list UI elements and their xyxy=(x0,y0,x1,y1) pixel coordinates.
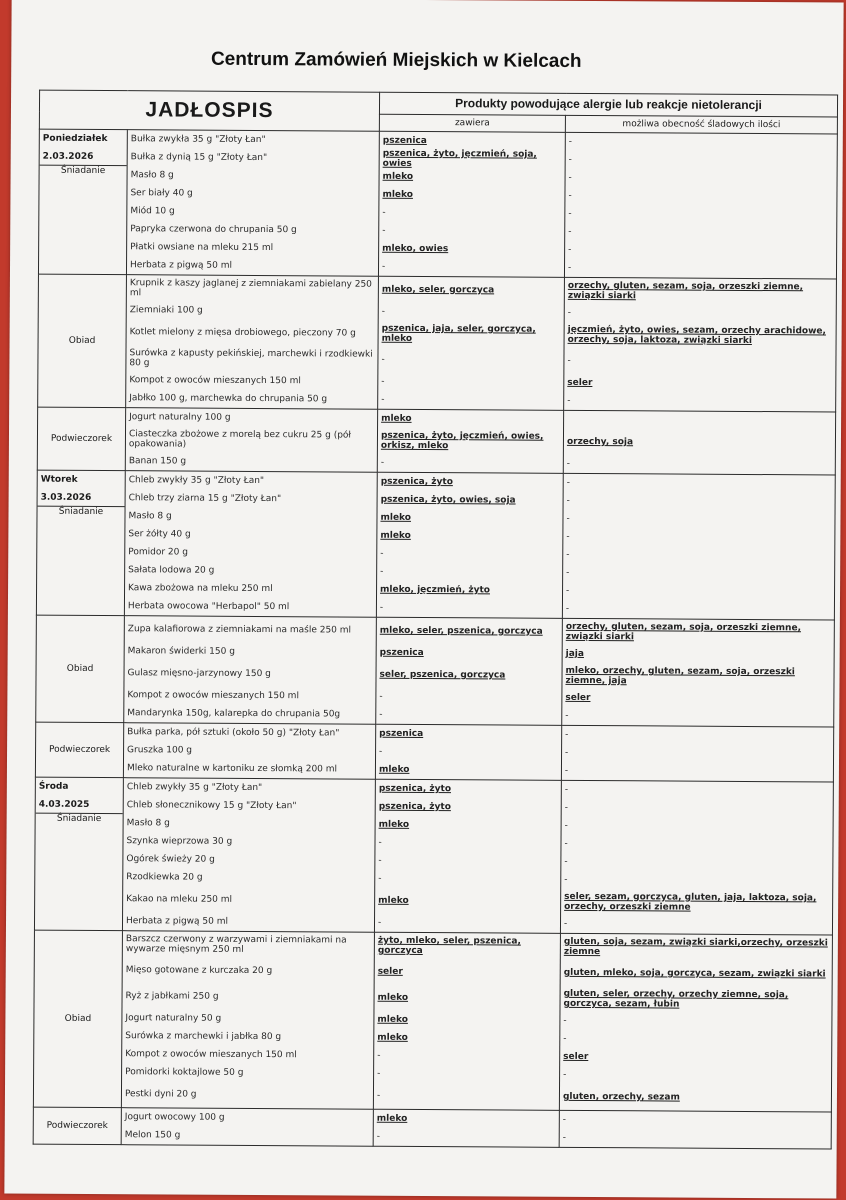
allergen-traces: - xyxy=(564,874,568,885)
menu-item: Jogurt naturalny 50 g xyxy=(125,1012,222,1024)
contains-column-header: zawiera xyxy=(379,114,565,132)
dinner-row xyxy=(33,930,832,1112)
traces-cell xyxy=(559,1110,831,1149)
allergen-traces: - xyxy=(563,1033,567,1044)
allergen-contains: pszenica, jaja, seler, gorczyca, mleko xyxy=(381,323,536,344)
menu-item: Masło 8 g xyxy=(128,510,172,522)
allergen-traces: - xyxy=(565,747,569,758)
contains-cell xyxy=(378,276,565,410)
menu-item: Jabłko 100 g, marchewka do chrupania 50 g xyxy=(129,392,328,405)
allergen-traces: - xyxy=(564,856,568,867)
menu-item: Barszcz czerwony z warzywami i ziemniakami na wywarze mięsnym 250 ml xyxy=(125,933,347,955)
allergen-contains: - xyxy=(381,306,386,317)
meal-label: Podwieczorek xyxy=(37,407,125,471)
menu-table xyxy=(33,90,838,1150)
document-title: Centrum Zamówień Miejskich w Kielcach xyxy=(210,48,582,72)
allergen-traces: seler, sezam, gorczyca, gluten, jaja, laktoza, soja, orzechy, orzeszki ziemne xyxy=(564,891,817,913)
allergen-traces: jaja xyxy=(565,648,585,659)
menu-item: Ogórek świeży 20 g xyxy=(126,853,215,865)
menu-item: Bułka z dynią 15 g "Złoty Łan" xyxy=(130,151,268,163)
contains-cell xyxy=(374,779,561,933)
menu-item: Miód 10 g xyxy=(130,205,175,217)
allergen-contains: - xyxy=(379,746,383,757)
snack-row xyxy=(37,407,835,475)
menu-item: Zupa kalafiorowa z ziemniakami na maśle 250 ml xyxy=(127,623,352,636)
menu-item: Papryka czerwona do chrupania 50 g xyxy=(130,223,297,235)
menu-item: Kakao na mleku 250 ml xyxy=(126,893,233,905)
allergen-traces: - xyxy=(568,172,572,183)
allergen-traces: - xyxy=(567,307,572,318)
allergen-contains: - xyxy=(382,225,386,236)
allergen-contains: - xyxy=(381,261,386,272)
menu-item: Kawa zbożowa na mleku 250 ml xyxy=(128,582,273,594)
allergen-contains: mleko, seler, gorczyca xyxy=(381,284,495,296)
menu-item: Ryż z jabłkami 250 g xyxy=(125,990,219,1002)
menu-item: Herbata owocowa "Herbapol" 50 ml xyxy=(127,600,290,612)
allergen-contains: mleko xyxy=(378,819,410,830)
allergen-traces: - xyxy=(567,262,572,273)
allergen-traces: - xyxy=(565,603,570,614)
contains-cell xyxy=(376,617,563,725)
menu-items-cell xyxy=(124,471,377,618)
allergen-traces: gluten, seler, orzechy, orzechy ziemne, soja, gorczyca, sezam, łubin xyxy=(563,988,789,1010)
snack-row xyxy=(35,722,833,782)
menu-item: Krupnik z kaszy jaglanej z ziemniakami zabielany 250 ml xyxy=(129,277,372,299)
contains-cell xyxy=(376,472,563,618)
menu-item: Masło 8 g xyxy=(130,169,174,181)
breakfast-row xyxy=(34,777,833,935)
allergen-contains: mleko xyxy=(382,171,414,182)
day-name: Poniedziałek xyxy=(42,133,108,145)
meal-label: Śniadanie xyxy=(60,165,106,177)
menu-item: Makaron świderki 150 g xyxy=(127,645,235,657)
traces-column-header: możliwa obecność śladowych ilości xyxy=(565,115,837,134)
allergen-traces: - xyxy=(562,1132,566,1143)
contains-cell xyxy=(378,131,565,277)
menu-item: Chleb zwykły 35 g "Złoty Łan" xyxy=(128,474,265,486)
menu-item: Banan 150 g xyxy=(128,455,187,467)
menu-item: Ser żółty 40 g xyxy=(128,528,191,540)
allergen-contains: pszenica, żyto xyxy=(378,801,451,813)
allergen-traces: - xyxy=(564,765,569,776)
allergen-traces: orzechy, gluten, sezam, soja, orzeszki ziemne, związki siarki xyxy=(567,280,804,302)
meal-label: Śniadanie xyxy=(56,813,102,825)
menu-item: Jogurt naturalny 100 g xyxy=(129,411,231,423)
traces-cell xyxy=(561,725,833,782)
allergen-contains: pszenica, żyto, jęczmień, soja, owies xyxy=(382,148,537,169)
menu-item: Chleb zwykły 35 g "Złoty Łan" xyxy=(126,781,263,793)
day-breakfast-cell xyxy=(36,470,125,616)
allergen-traces: - xyxy=(568,190,572,201)
meal-label: Obiad xyxy=(36,615,125,723)
menu-item: Surówka z marchewki i jabłka 80 g xyxy=(125,1030,282,1042)
allergen-contains: pszenica, żyto, owies, soja xyxy=(380,494,516,506)
allergen-traces: - xyxy=(565,729,569,740)
menu-item: Ciasteczka zbożowe z morelą bez cukru 25 g (pół opakowania) xyxy=(128,428,352,450)
menu-items-cell xyxy=(124,616,377,725)
menu-title: JADŁOSPIS xyxy=(39,90,379,131)
allergen-traces: - xyxy=(568,226,572,237)
menu-item: Herbata z pigwą 50 ml xyxy=(129,259,233,271)
menu-item: Kompot z owoców mieszanych 150 ml xyxy=(127,689,299,701)
allergen-contains: mleko xyxy=(382,189,413,200)
menu-item: Herbata z pigwą 50 ml xyxy=(125,915,229,927)
menu-item: Ser biały 40 g xyxy=(130,187,193,199)
allergen-contains: mleko, seler, pszenica, gorczyca xyxy=(379,625,543,637)
allergen-traces: - xyxy=(563,1015,567,1026)
menu-item: Pomidorki koktajlowe 50 g xyxy=(125,1066,244,1078)
meal-label: Podwieczorek xyxy=(33,1107,121,1145)
contains-cell xyxy=(375,724,561,780)
allergen-contains: - xyxy=(381,394,385,405)
allergen-contains: - xyxy=(376,1090,381,1101)
allergen-contains: mleko xyxy=(377,1032,408,1043)
allergen-traces: - xyxy=(568,244,572,255)
allergen-contains: seler, pszenica, gorczyca xyxy=(379,669,506,681)
day-name: Środa xyxy=(38,781,69,792)
allergen-contains: mleko, jęczmień, żyto xyxy=(380,584,491,596)
meal-label: Podwieczorek xyxy=(35,722,123,778)
allergen-contains: pszenica, żyto xyxy=(378,783,452,795)
allergen-contains: mleko xyxy=(378,895,409,906)
allergen-traces: - xyxy=(566,458,571,469)
dinner-row xyxy=(38,274,837,412)
allergen-contains: - xyxy=(377,1068,381,1079)
menu-item: Bułka zwykła 35 g "Złoty Łan" xyxy=(130,133,266,145)
menu-item: Masło 8 g xyxy=(126,817,170,829)
menu-items-cell xyxy=(121,1108,373,1147)
day-date: 4.03.2025 xyxy=(38,799,90,810)
allergen-traces: - xyxy=(568,136,573,147)
traces-cell xyxy=(564,277,837,412)
allergen-contains: - xyxy=(378,855,382,866)
traces-cell xyxy=(560,780,833,935)
traces-cell xyxy=(562,473,835,620)
table-header-row xyxy=(39,90,837,117)
breakfast-row xyxy=(36,470,835,620)
allergen-contains: pszenica xyxy=(382,135,427,147)
traces-cell xyxy=(564,132,837,279)
menu-item: Bułka parka, pół sztuki (około 50 g) "Złoty Łan" xyxy=(127,726,340,739)
menu-item: Kotlet mielony z mięsa drobiowego, pieczony 70 g xyxy=(129,326,356,339)
allergen-traces xyxy=(567,411,832,431)
allergen-contains: - xyxy=(376,1131,380,1142)
allergen-contains: - xyxy=(379,691,383,702)
menu-items-cell xyxy=(126,275,379,410)
menu-item: Mięso gotowane z kurczaka 20 g xyxy=(125,964,273,976)
allergen-contains: - xyxy=(380,548,384,559)
menu-item: Melon 150 g xyxy=(124,1129,181,1141)
menu-item: Szynka wieprzowa 30 g xyxy=(126,835,233,847)
dinner-row xyxy=(36,615,835,727)
menu-item: Jogurt owocowy 100 g xyxy=(124,1111,225,1123)
allergen-contains: pszenica xyxy=(379,647,424,658)
snack-row xyxy=(33,1107,831,1149)
allergen-traces: seler xyxy=(565,692,591,704)
allergen-traces: - xyxy=(568,154,572,165)
menu-item: Ziemniaki 100 g xyxy=(129,304,203,316)
allergen-traces: - xyxy=(566,531,570,542)
allergen-contains: żyto, mleko, seler, pszenica, gorczyca xyxy=(377,935,521,956)
menu-item: Surówka z kapusty pekińskiej, marchewki i rzodkiewki 80 g xyxy=(129,347,373,369)
allergen-contains: - xyxy=(379,709,383,720)
menu-sheet xyxy=(4,0,843,1199)
menu-items-cell xyxy=(122,778,375,933)
allergen-traces: - xyxy=(566,477,570,488)
allergen-traces: - xyxy=(567,395,571,406)
day-name: Wtorek xyxy=(40,474,78,485)
menu-item: Chleb słonecznikowy 15 g "Złoty Łan" xyxy=(126,799,297,811)
allergen-contains: pszenica, żyto, jęczmień, owies, orkisz, mleko xyxy=(380,430,544,452)
breakfast-row xyxy=(38,129,837,279)
allergen-traces: mleko, orzechy, gluten, sezam, soja, orzeszki ziemne, jaja xyxy=(565,665,795,687)
allergen-contains: mleko, owies xyxy=(382,243,449,255)
day-date: 2.03.2026 xyxy=(42,151,94,162)
allergen-contains: - xyxy=(381,354,385,365)
allergen-contains: mleko xyxy=(376,1113,408,1124)
allergen-contains: mleko xyxy=(380,530,411,541)
menu-items-cell xyxy=(126,130,379,277)
meal-label: Śniadanie xyxy=(58,506,104,518)
contains-cell xyxy=(373,932,560,1110)
menu-item: Pestki dyni 20 g xyxy=(124,1088,197,1100)
allergen-contains: - xyxy=(382,207,386,218)
allergen-traces: gluten, mleko, soja, gorczyca, sezam, związki siarki xyxy=(563,967,826,980)
allergen-traces: - xyxy=(563,918,568,929)
allergen-contains: mleko xyxy=(381,413,412,424)
traces-cell xyxy=(563,410,835,475)
allergen-traces: - xyxy=(566,513,570,524)
menu-items-cell xyxy=(121,931,374,1110)
menu-item: Chleb trzy ziarna 15 g "Złoty Łan" xyxy=(128,492,282,504)
allergen-traces: - xyxy=(566,495,570,506)
menu-item: Kompot z owoców mieszanych 150 ml xyxy=(125,1048,297,1060)
menu-item: Kompot z owoców mieszanych 150 ml xyxy=(129,374,301,386)
allergen-contains: - xyxy=(378,837,382,848)
allergen-traces: orzechy, soja xyxy=(566,436,634,448)
allergen-contains: - xyxy=(379,602,384,613)
allergen-contains: mleko xyxy=(377,1014,408,1025)
allergen-traces: orzechy, gluten, sezam, soja, orzeszki ziemne, związki siarki xyxy=(565,621,802,643)
meal-label: Obiad xyxy=(33,930,122,1108)
allergen-contains: - xyxy=(377,1050,381,1061)
day-breakfast-cell xyxy=(34,777,123,931)
allergen-traces: - xyxy=(563,1069,567,1080)
allergen-contains: seler xyxy=(377,966,403,977)
allergen-traces: - xyxy=(564,784,569,795)
allergen-traces: seler xyxy=(567,377,593,389)
allergen-contains: - xyxy=(377,917,382,928)
menu-item: Mleko naturalne w kartoniku ze słomką 200 ml xyxy=(126,762,338,775)
menu-item: Pomidor 20 g xyxy=(128,546,188,558)
allergen-contains: - xyxy=(380,566,384,577)
contains-cell xyxy=(373,1109,559,1147)
allergen-contains: pszenica xyxy=(379,728,424,739)
allergen-traces: - xyxy=(566,585,570,596)
allergy-header: Produkty powodujące alergie lub reakcje nietolerancji xyxy=(379,92,837,117)
menu-items-cell xyxy=(125,408,377,473)
allergen-traces: gluten, soja, sezam, związki siarki,orzechy, orzeszki ziemne xyxy=(563,936,828,958)
allergen-traces: gluten, orzechy, sezam xyxy=(562,1091,680,1103)
allergen-contains: pszenica, żyto xyxy=(380,476,453,488)
allergen-traces: seler xyxy=(563,1051,589,1063)
allergen-contains: mleko xyxy=(378,764,410,775)
allergen-traces: - xyxy=(564,820,568,831)
allergen-traces: - xyxy=(564,802,569,813)
traces-cell xyxy=(559,933,832,1112)
day-breakfast-cell xyxy=(38,129,127,275)
menu-item: Gulasz mięsno-jarzynowy 150 g xyxy=(127,667,271,679)
menu-items-cell xyxy=(123,723,375,780)
allergen-traces: - xyxy=(562,1114,567,1125)
allergen-traces: - xyxy=(568,208,572,219)
allergen-traces: - xyxy=(566,549,570,560)
menu-item: Płatki owsiane na mleku 215 ml xyxy=(130,241,274,253)
allergen-contains: - xyxy=(378,873,382,884)
day-date: 3.03.2026 xyxy=(40,492,92,503)
meal-label: Obiad xyxy=(38,274,127,408)
allergen-traces: - xyxy=(564,838,568,849)
allergen-traces: - xyxy=(565,710,569,721)
contains-cell xyxy=(377,409,563,473)
allergen-contains: mleko xyxy=(377,992,409,1003)
menu-item: Sałata lodowa 20 g xyxy=(128,564,215,576)
allergen-contains: mleko xyxy=(380,512,412,523)
menu-item: Rzodkiewka 20 g xyxy=(126,871,203,883)
allergen-traces: - xyxy=(567,355,571,366)
allergen-traces: jęczmień, żyto, owies, sezam, orzechy arachidowe, orzechy, soja, laktoza, związki siarki xyxy=(567,324,826,346)
allergen-contains: - xyxy=(380,457,385,468)
traces-cell xyxy=(562,618,835,727)
menu-item: Mandarynka 150g, kalarepka do chrupania 50g xyxy=(127,707,341,720)
menu-item: Gruszka 100 g xyxy=(127,744,193,756)
allergen-contains: - xyxy=(381,376,385,387)
allergen-traces: - xyxy=(566,567,570,578)
